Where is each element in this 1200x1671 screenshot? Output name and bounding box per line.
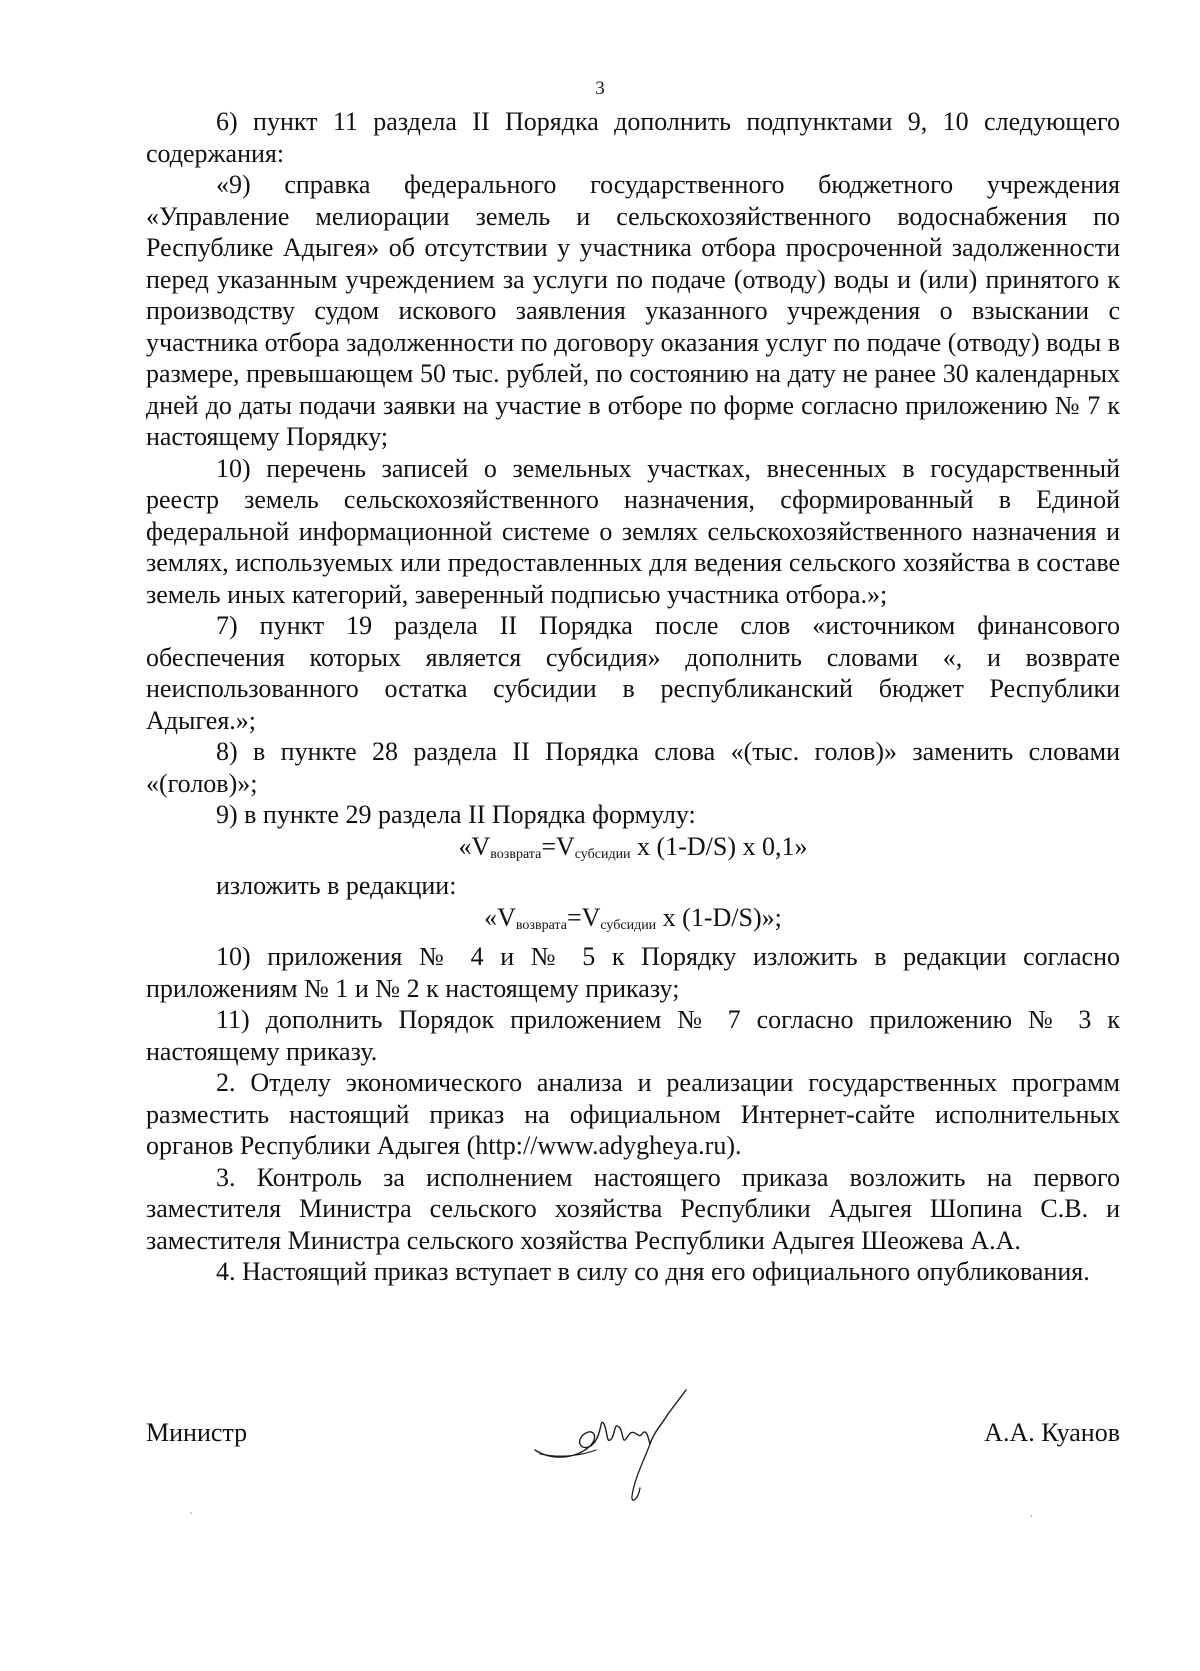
paragraph-9: 9) в пункте 29 раздела II Порядка формулу: [216, 800, 696, 829]
paragraph-restate: изложить в редакции: [216, 871, 457, 900]
scan-speck [190, 1512, 192, 1514]
paragraph-11: 11) дополнить Порядок приложением № 7 согласно приложению № 3 к настоящему приказу. [146, 1005, 1120, 1066]
formula-new [146, 902, 1120, 942]
paragraph-2: 2. Отделу экономического анализа и реализации государственных программ разместить настоящий приказ на официальном Интернет-сайте исполнительных органов Республики Адыгея (http://www.adygheya.ru). [146, 1068, 1120, 1160]
formula-old-rest: x (1-D/S) x 0,1» [630, 831, 808, 861]
paragraph-4: 4. Настоящий приказ вступает в силу со дня его официального опубликования. [216, 1257, 1090, 1286]
formula-old-mid: =V [541, 831, 575, 861]
handwritten-signature [530, 1388, 700, 1508]
formula-old-sub-subsidy: субсидии [574, 846, 631, 862]
signatory-name: А.А. Куанов [984, 1418, 1120, 1447]
paragraph-subitem-10: 10) перечень записей о земельных участках, внесенных в государственный реестр земель сельскохозяйственного назначения, сформированный в Единой федеральной информационной системе о землях сельскохозяйственного назначения и землях, используемых или предоставленных для ведения сельского хозяйства в составе земель иных категорий, заверенный подписью участника отбора.»; [146, 453, 1120, 609]
paragraph-3: 3. Контроль за исполнением настоящего приказа возложить на первого заместителя Министра сельского хозяйства Республики Адыгея Шопина С.В. и заместителя Министра сельского хозяйства Республики Адыгея Шеожева А.А. [146, 1162, 1120, 1255]
page-number: 3 [595, 78, 605, 99]
formula-new-mid: =V [566, 902, 601, 932]
formula-new-rest: x (1-D/S)»; [656, 902, 782, 932]
scan-speck [1030, 1515, 1032, 1517]
paragraph-8: 8) в пункте 28 раздела II Порядка слова «(тыс. голов)» заменить словами «(голов)»; [146, 737, 1120, 798]
paragraph-10: 10) приложения № 4 и № 5 к Порядку изложить в редакции согласно приложениям № 1 и № 2 к настоящему приказу; [146, 942, 1120, 1003]
paragraph-subitem-9: «9) справка федерального государственного бюджетного учреждения «Управление мелиорации земель и сельскохозяйственного водоснабжения по Республике Адыгея» об отсутствии у участника отбора просроченной задолженности перед указанным учреждением за услуги по подаче (отводу) воды и (или) принятого к производству судом искового заявления указанного учреждения о взыскании с участника отбора задолженности по договору оказания услуг по подаче (отводу) воды в размере, превышающем 50 тыс. рублей, по состоянию на дату не ранее 30 календарных дней до даты подачи заявки на участие в отборе по форме согласно приложению № 7 к настоящему Порядку; [146, 170, 1120, 451]
formula-new-open: «V [484, 902, 516, 932]
document-body [146, 106, 1120, 1288]
paragraph-7: 7) пункт 19 раздела II Порядка после слов «источником финансового обеспечения которых является субсидия» дополнить словами «, и возврате неиспользованного остатка субсидии в республиканский бюджет Республики Адыгея.»; [146, 611, 1120, 735]
formula-old-sub-return: возврата [490, 846, 542, 862]
formula-new-sub-return: возврата [515, 917, 567, 933]
formula-new-sub-subsidy: субсидии [600, 917, 657, 933]
signatory-title: Министр [146, 1418, 248, 1447]
formula-old [146, 831, 1120, 871]
paragraph-6: 6) пункт 11 раздела II Порядка дополнить подпунктами 9, 10 следующего содержания: [146, 107, 1120, 168]
formula-old-open: «V [458, 831, 491, 861]
